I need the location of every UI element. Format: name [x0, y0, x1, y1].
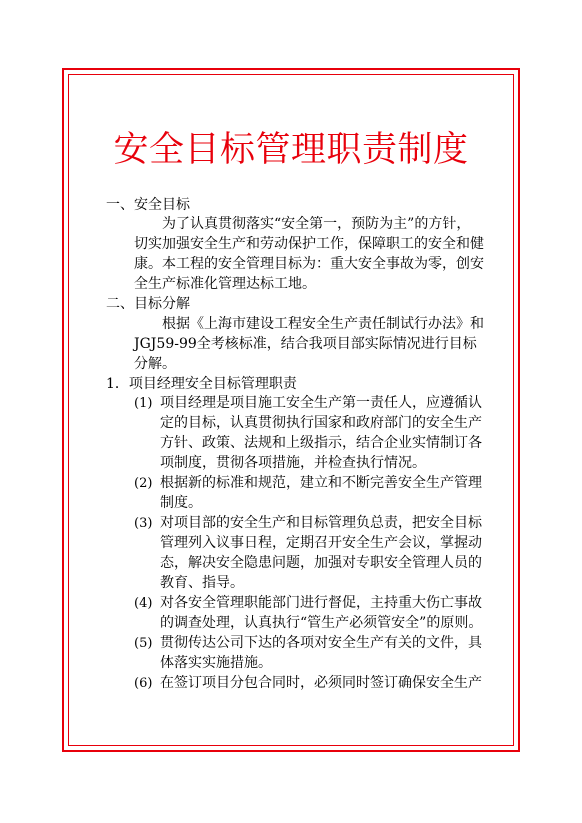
list-item-number: (1): [134, 396, 153, 411]
list-item-line: 的调查处理，认真执行“管生产必须管安全”的原则。: [160, 615, 483, 631]
list-item-line: 体落实实施措施。: [160, 655, 272, 671]
paragraph-line: 康。本工程的安全管理目标为：重大安全事故为零，创安: [134, 256, 484, 272]
paragraph-line: 切实加强安全生产和劳动保护工作，保障职工的安全和健: [134, 236, 484, 252]
paragraph-line: 全生产标准化管理达标工地。: [134, 276, 316, 292]
subsection-heading-pm-duties: 1．项目经理安全目标管理职责: [106, 376, 297, 392]
list-item-line: 在签订项目分包合同时，必须同时签订确保安全生产: [160, 675, 482, 691]
list-item-line: 管理列入议事日程，定期召开安全生产会议，掌握动: [160, 535, 482, 551]
list-item-number: (4): [134, 596, 153, 611]
list-item-number: (2): [134, 476, 153, 491]
list-item-number: (6): [134, 676, 153, 691]
section-heading-safety-goal: 一、安全目标: [106, 197, 190, 213]
list-item-line: 项目经理是项目施工安全生产第一责任人，应遵循认: [160, 395, 482, 411]
list-item-line: 教育、指导。: [160, 575, 244, 591]
list-item-line: 方针、政策、法规和上级指示，结合企业实情制订各: [160, 435, 482, 451]
paragraph-line: 分解。: [134, 356, 176, 372]
paragraph-line: JGJ59-99全考核标准，结合我项目部实际情况进行目标: [134, 336, 477, 352]
list-item-line: 项制度，贯彻各项措施，并检查执行情况。: [160, 455, 426, 471]
list-item-line: 定的目标，认真贯彻执行国家和政府部门的安全生产: [160, 415, 482, 431]
paragraph-line: 为了认真贯彻落实“安全第一，预防为主”的方针，: [162, 216, 471, 232]
document-title: 安全目标管理职责制度: [113, 130, 469, 170]
list-item-line: 对各安全管理职能部门进行督促，主持重大伤亡事故: [160, 595, 482, 611]
list-item-line: 制度。: [160, 495, 202, 511]
list-item-number: (3): [134, 516, 153, 531]
list-item-number: (5): [134, 636, 153, 651]
section-heading-goal-breakdown: 二、目标分解: [106, 296, 190, 312]
paragraph-line: 根据《上海市建设工程安全生产责任制试行办法》和: [162, 316, 484, 332]
list-item-line: 对项目部的安全生产和目标管理负总责，把安全目标: [160, 515, 482, 531]
list-item-line: 根据新的标准和规范，建立和不断完善安全生产管理: [160, 475, 482, 491]
list-item-line: 贯彻传达公司下达的各项对安全生产有关的文件，具: [160, 635, 482, 651]
list-item-line: 态，解决安全隐患问题，加强对专职安全管理人员的: [160, 555, 482, 571]
